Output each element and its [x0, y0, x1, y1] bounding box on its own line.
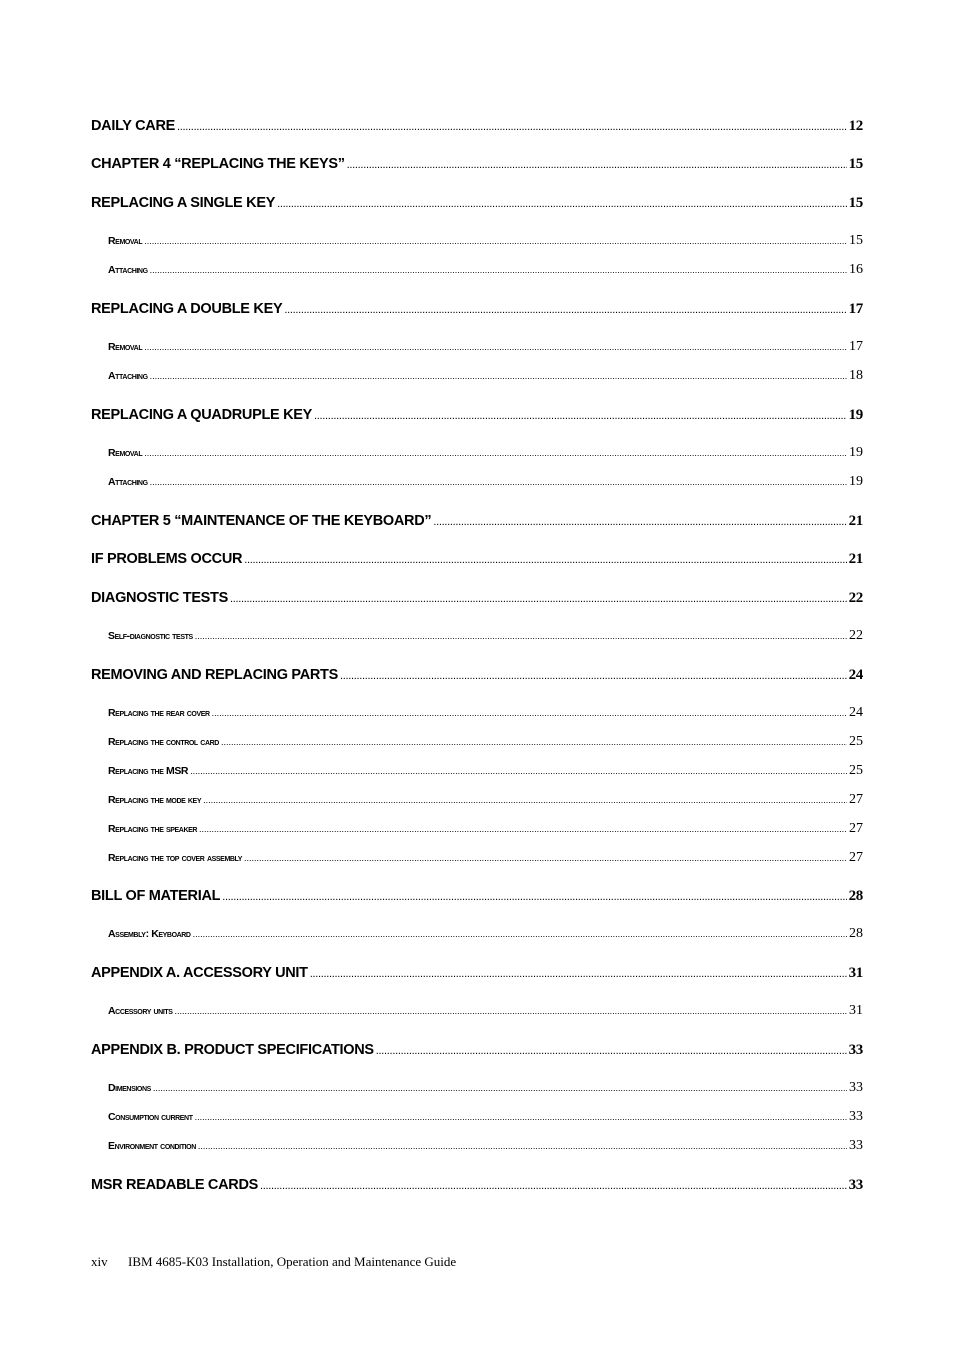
toc-entry-subsection[interactable]: [91, 792, 863, 812]
toc-entry-subsection[interactable]: [91, 1080, 863, 1100]
toc-dot-leader: [376, 1045, 847, 1057]
toc-entry-title: Environment condition: [108, 1140, 196, 1152]
toc-dot-leader: [212, 708, 847, 718]
toc-entry-page-number: 19: [849, 474, 863, 489]
toc-entry-title: Replacing the top cover assembly: [108, 852, 243, 864]
toc-entry-title: Replacing the rear cover: [108, 707, 210, 719]
toc-dot-leader: [193, 929, 847, 939]
toc-entry-title: Replacing the speaker: [108, 823, 198, 835]
toc-entry-section[interactable]: [91, 118, 863, 138]
toc-entry-page-number: 31: [849, 1003, 863, 1018]
toc-entry-page-number: 19: [848, 407, 863, 423]
toc-entry-title: Attaching: [108, 370, 148, 382]
toc-dot-leader: [150, 477, 847, 487]
toc-entry-section[interactable]: [91, 965, 863, 985]
toc-entry-subsection[interactable]: [91, 734, 863, 754]
toc-dot-leader: [144, 448, 847, 458]
toc-entry-page-number: 33: [848, 1177, 863, 1193]
toc-entry-section[interactable]: [91, 590, 863, 610]
toc-entry-subsection[interactable]: [91, 1138, 863, 1158]
toc-entry-subsection[interactable]: [91, 474, 863, 494]
toc-entry-page-number: 15: [848, 195, 863, 211]
toc-dot-leader: [190, 766, 847, 776]
toc-entry-subsection[interactable]: [91, 262, 863, 282]
toc-dot-leader: [277, 198, 847, 210]
toc-entry-subsection[interactable]: [91, 821, 863, 841]
toc-entry-page-number: 22: [849, 628, 863, 643]
toc-entry-page-number: 25: [849, 763, 863, 778]
toc-entry-title: DAILY CARE: [91, 118, 176, 134]
toc-entry-page-number: 21: [848, 551, 863, 567]
toc-dot-leader: [177, 121, 847, 133]
toc-entry-page-number: 15: [849, 233, 863, 248]
toc-entry-title: REPLACING A SINGLE KEY: [91, 195, 276, 211]
toc-entry-subsection[interactable]: [91, 445, 863, 465]
toc-entry-subsection[interactable]: [91, 368, 863, 388]
toc-entry-section[interactable]: [91, 1042, 863, 1062]
toc-dot-leader: [144, 236, 847, 246]
toc-dot-leader: [314, 410, 847, 422]
toc-dot-leader: [153, 1083, 847, 1093]
toc-entry-section[interactable]: [91, 195, 863, 215]
toc-entry-section[interactable]: [91, 551, 863, 571]
toc-dot-leader: [433, 516, 846, 528]
toc-dot-leader: [175, 1006, 847, 1016]
toc-entry-title: Consumption current: [108, 1111, 193, 1123]
toc-dot-leader: [195, 631, 847, 641]
toc-entry-page-number: 31: [848, 965, 863, 981]
toc-entry-subsection[interactable]: [91, 1003, 863, 1023]
toc-dot-leader: [222, 891, 846, 903]
toc-dot-leader: [144, 342, 847, 352]
toc-entry-title: APPENDIX B. PRODUCT SPECIFICATIONS: [91, 1042, 374, 1058]
toc-dot-leader: [244, 554, 846, 566]
toc-entry-page-number: 17: [849, 339, 863, 354]
toc-entry-title: Assembly: Keyboard: [108, 928, 191, 940]
toc-dot-leader: [203, 795, 847, 805]
toc-entry-title: Removal: [108, 341, 143, 353]
toc-dot-leader: [244, 853, 847, 863]
toc-dot-leader: [230, 593, 847, 605]
toc-entry-page-number: 27: [849, 850, 863, 865]
toc-entry-subsection[interactable]: [91, 628, 863, 648]
toc-entry-section[interactable]: [91, 1177, 863, 1197]
toc-dot-leader: [340, 670, 847, 682]
toc-entry-page-number: 24: [849, 705, 863, 720]
toc-entry-page-number: 27: [849, 821, 863, 836]
toc-entry-page-number: 33: [849, 1080, 863, 1095]
toc-entry-title: Replacing the MSR: [108, 765, 189, 777]
toc-entry-title: APPENDIX A. ACCESSORY UNIT: [91, 965, 308, 981]
toc-entry-title: REPLACING A DOUBLE KEY: [91, 301, 283, 317]
toc-dot-leader: [150, 265, 847, 275]
toc-entry-title: Self-diagnostic tests: [108, 630, 193, 642]
toc-entry-title: Dimensions: [108, 1082, 151, 1094]
toc-entry-page-number: 33: [849, 1138, 863, 1153]
toc-entry-subsection[interactable]: [91, 705, 863, 725]
toc-entry-page-number: 16: [849, 262, 863, 277]
toc-entry-subsection[interactable]: [91, 339, 863, 359]
toc-entry-title: Replacing the control card: [108, 736, 219, 748]
toc-entry-title: Removal: [108, 235, 143, 247]
toc-entry-section[interactable]: [91, 156, 863, 176]
toc-dot-leader: [150, 371, 847, 381]
toc-dot-leader: [195, 1112, 847, 1122]
toc-entry-title: MSR READABLE CARDS: [91, 1177, 258, 1193]
toc-entry-subsection[interactable]: [91, 850, 863, 870]
toc-entry-subsection[interactable]: [91, 926, 863, 946]
toc-entry-title: DIAGNOSTIC TESTS: [91, 590, 228, 606]
toc-entry-title: Replacing the mode key: [108, 794, 202, 806]
footer-document-title: IBM 4685-K03 Installation, Operation and Maintenance Guide: [128, 1254, 457, 1269]
toc-entry-title: BILL OF MATERIAL: [91, 888, 221, 904]
page-footer: [91, 1254, 456, 1270]
toc-entry-subsection[interactable]: [91, 233, 863, 253]
toc-entry-section[interactable]: [91, 407, 863, 427]
toc-entry-page-number: 17: [848, 301, 863, 317]
toc-dot-leader: [260, 1180, 847, 1192]
toc-entry-title: Accessory units: [108, 1005, 173, 1017]
toc-dot-leader: [221, 737, 847, 747]
toc-entry-title: REPLACING A QUADRUPLE KEY: [91, 407, 313, 423]
toc-entry-title: Attaching: [108, 264, 148, 276]
toc-dot-leader: [284, 304, 846, 316]
toc-entry-page-number: 24: [848, 667, 863, 683]
toc-entry-title: Removal: [108, 447, 143, 459]
toc-entry-title: CHAPTER 5 “MAINTENANCE OF THE KEYBOARD”: [91, 513, 432, 529]
toc-entry-page-number: 21: [848, 513, 863, 529]
toc-entry-section[interactable]: [91, 301, 863, 321]
toc-dot-leader: [199, 824, 847, 834]
toc-entry-page-number: 19: [849, 445, 863, 460]
toc-entry-page-number: 18: [849, 368, 863, 383]
toc-entry-subsection[interactable]: [91, 1109, 863, 1129]
toc-dot-leader: [310, 968, 847, 980]
toc-entry-page-number: 25: [849, 734, 863, 749]
toc-entry-section[interactable]: [91, 888, 863, 908]
toc-entry-title: IF PROBLEMS OCCUR: [91, 551, 243, 567]
toc-dot-leader: [198, 1141, 847, 1151]
toc-entry-page-number: 28: [848, 888, 863, 904]
toc-entry-section[interactable]: [91, 667, 863, 687]
toc-entry-title: CHAPTER 4 “REPLACING THE KEYS”: [91, 156, 345, 172]
toc-dot-leader: [347, 159, 847, 171]
toc-entry-page-number: 33: [848, 1042, 863, 1058]
toc-entry-section[interactable]: [91, 513, 863, 533]
toc-entry-page-number: 22: [848, 590, 863, 606]
toc-entry-page-number: 33: [849, 1109, 863, 1124]
toc-entry-subsection[interactable]: [91, 763, 863, 783]
toc-entry-page-number: 15: [848, 156, 863, 172]
toc-entry-title: Attaching: [108, 476, 148, 488]
toc-entry-page-number: 12: [848, 118, 863, 134]
toc-entry-page-number: 28: [849, 926, 863, 941]
footer-page-number: xiv: [91, 1254, 108, 1269]
toc-entry-title: REMOVING AND REPLACING PARTS: [91, 667, 338, 683]
toc-entry-page-number: 27: [849, 792, 863, 807]
